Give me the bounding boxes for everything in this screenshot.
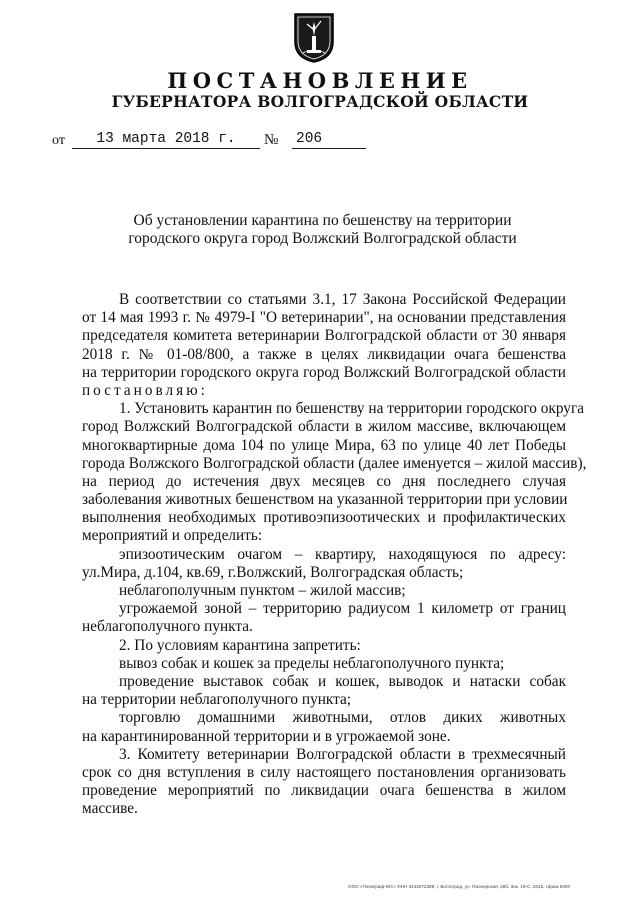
body-line: эпизоотическим очагом – квартиру, находящуюся по адресу: bbox=[119, 545, 566, 563]
document-date: 13 марта 2018 г. bbox=[72, 131, 260, 149]
resolution-word: постановляю: bbox=[82, 381, 208, 399]
body-line: торговлю домашними животными, отлов диких животных bbox=[119, 709, 566, 727]
body-line: председателя комитета ветеринарии Волгоградской области от 30 января bbox=[82, 327, 566, 345]
body-line: 2018 г. № 01-08/800, а также в целях ликвидации очага бешенства bbox=[82, 345, 566, 363]
document-type-title: ПОСТАНОВЛЕНИЕ bbox=[167, 68, 473, 93]
body-line: на территории неблагополучного пункта; bbox=[82, 691, 352, 709]
body-line: многоквартирные дома 104 по улице Мира, 63 по улице 40 лет Победы bbox=[82, 436, 566, 454]
body-line: неблагополучного пункта. bbox=[82, 618, 253, 636]
body-line: срок со дня вступления в силу настоящего постановления организовать bbox=[82, 763, 566, 781]
body-line: от 14 мая 1993 г. № 4979-I "О ветеринарии", на основании представления bbox=[82, 309, 566, 327]
body-line: неблагополучным пунктом – жилой массив; bbox=[119, 582, 406, 599]
body-line: ул.Мира, д.104, кв.69, г.Волжский, Волгоградская область; bbox=[82, 563, 464, 581]
subject-line: Об установлении карантина по бешенству на территории bbox=[133, 212, 512, 229]
date-prefix: от bbox=[52, 133, 65, 148]
body-line: вывоз собак и кошек за пределы неблагополучного пункта; bbox=[119, 654, 505, 672]
body-line: выполнения необходимых противоэпизоотических и профилактических bbox=[82, 509, 566, 527]
body-line: проведение мероприятий по ликвидации очага бешенства в жилом bbox=[82, 782, 566, 800]
date-number-line bbox=[52, 131, 352, 151]
body-line: на карантинированной территории и в угрожаемой зоне. bbox=[82, 727, 451, 745]
body-line: 1. Установить карантин по бешенству на территории городского округа bbox=[119, 400, 585, 418]
document-subject bbox=[100, 212, 545, 248]
body-line: массиве. bbox=[82, 800, 138, 818]
document-body bbox=[82, 291, 587, 818]
body-line: В соответствии со статьями 3.1, 17 Закона Российской Федерации bbox=[119, 291, 566, 308]
body-line: мероприятий и определить: bbox=[82, 527, 263, 545]
body-line: угрожаемой зоной – территорию радиусом 1 километр от границ bbox=[119, 600, 566, 618]
body-line: 2. По условиям карантина запретить: bbox=[119, 636, 361, 654]
print-info-footer: ООО «Полиграф-ЮС» ИНН 3443072389, г. Волгоград, ул. Пионерская, 28б. Зак. 19-С, 2015, тираж 5000 bbox=[348, 884, 571, 889]
body-line: на период до истечения двух месяцев со дня последнего случая bbox=[82, 472, 566, 490]
document-number: 206 bbox=[292, 131, 366, 149]
coat-of-arms-icon bbox=[293, 12, 335, 64]
subject-line: городского округа город Волжский Волгоградской области bbox=[128, 230, 517, 247]
body-line: город Волжский Волгоградской области в жилом массиве, включающем bbox=[82, 418, 566, 436]
body-line: города Волжского Волгоградской области (далее именуется – жилой массив), bbox=[82, 454, 587, 472]
body-line: на территории городского округа город Волжский Волгоградской области bbox=[82, 363, 566, 381]
body-line: проведение выставок собак и кошек, выводок и натаски собак bbox=[119, 672, 566, 690]
body-line: 3. Комитету ветеринарии Волгоградской области в трехмесячный bbox=[119, 745, 566, 763]
issuer-title: ГУБЕРНАТОРА ВОЛГОГРАДСКОЙ ОБЛАСТИ bbox=[111, 92, 529, 111]
body-line: заболевания животных бешенством на указанной территории при условии bbox=[82, 491, 568, 509]
number-sign: № bbox=[264, 132, 279, 148]
